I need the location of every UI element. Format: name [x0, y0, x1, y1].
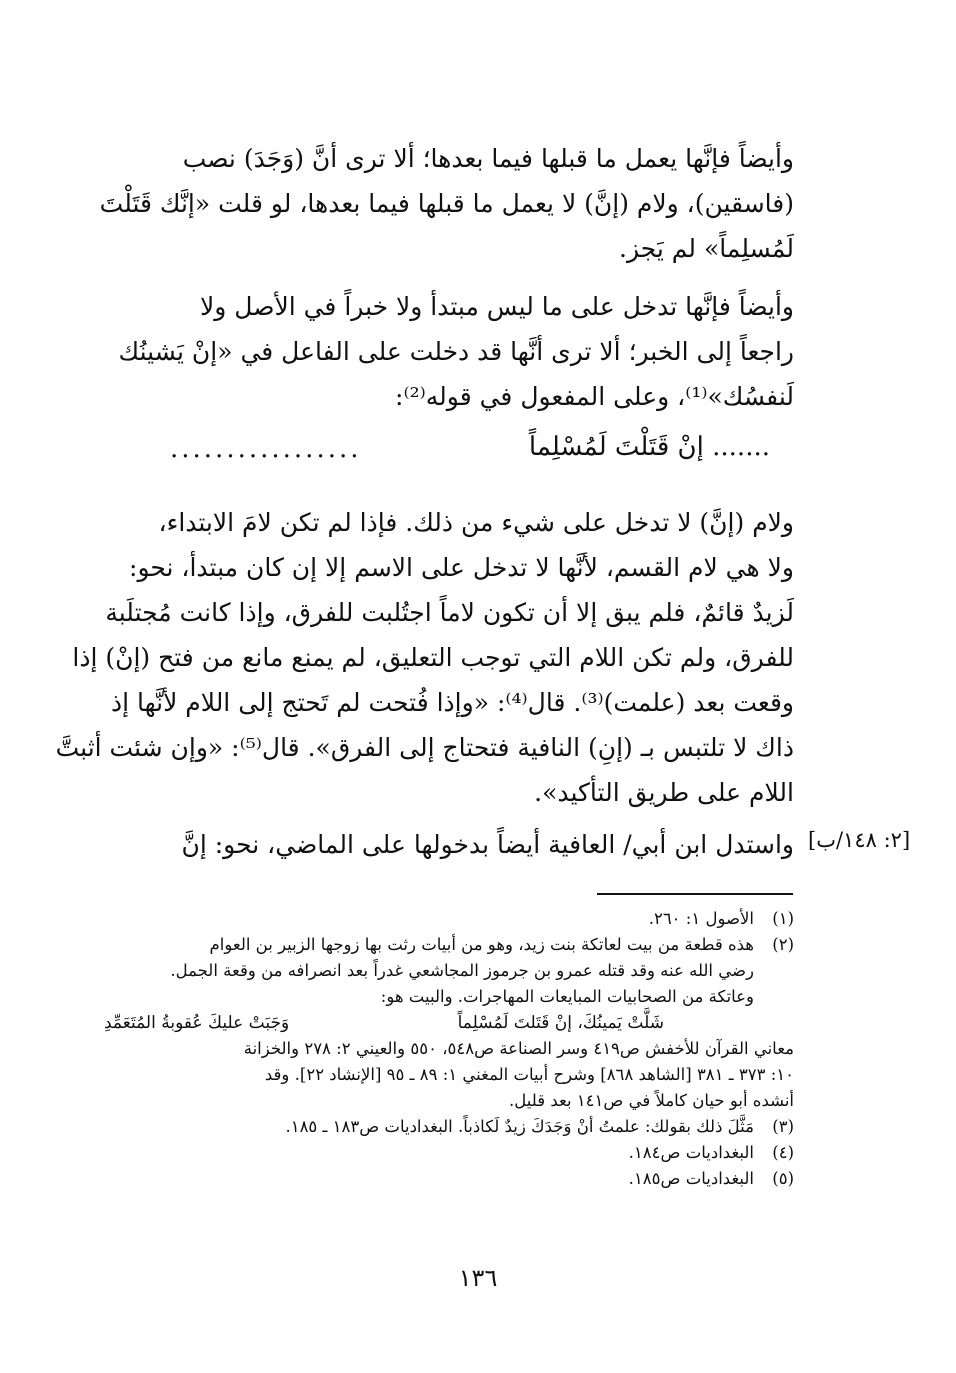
- paragraph-line: (فاسقين)، ولام (إنَّ) لا يعمل ما قبلها فيما بعدها، لو قلت «إنَّك قَتَلْتَ: [99, 189, 794, 218]
- paragraph-1: [92, 136, 794, 271]
- footnote-verse: [104, 1010, 714, 1036]
- paragraph-line: لَمُسلِماً» لم يَجز.: [619, 234, 794, 263]
- paragraph-line: واستدل ابن أبي/ العافية أيضاً بدخولها على الماضي، نحو: إنَّ: [181, 830, 794, 859]
- footnote-line: معاني القرآن للأخفش ص٤١٩ وسر الصناعة ص٥٤٨، ٥٥٠ والعيني ٢: ٢٧٨ والخزانة: [243, 1039, 794, 1058]
- paragraph-line: وأيضاً فإنَّها تدخل على ما ليس مبتدأ ولا خبراً في الأصل ولا: [200, 292, 794, 321]
- paragraph-line: ولام (إنَّ) لا تدخل على شيء من ذلك. فإذا لم تكن لامَ الابتداء،: [158, 508, 794, 537]
- footnote-5: [92, 1166, 794, 1192]
- verse-first-hemistich: شَلَّتْ يَمينُكَ، إنْ قَتَلتَ لَمُسْلِماً: [457, 1013, 664, 1033]
- verse-dots: .................: [170, 434, 362, 464]
- footnote-2-continued: [92, 1036, 794, 1114]
- footnote-line: الأصول ١: ٢٦٠.: [648, 909, 754, 928]
- verse-fragment: [170, 432, 770, 472]
- footnote-line: هذه قطعة من بيت لعاتكة بنت زيد، وهو من أبيات رثت بها زوجها الزبير بن العوام: [209, 935, 754, 954]
- paragraph-4: [92, 822, 794, 867]
- paragraph-line: لَنفسُك»⁽¹⁾، وعلى المفعول في قوله⁽²⁾:: [395, 382, 794, 411]
- footnote-line: ١٠: ٣٧٣ ـ ٣٨١ [الشاهد ٨٦٨] وشرح أبيات المغني ١: ٨٩ ـ ٩٥ [الإنشاد ٢٢]. وقد: [264, 1065, 794, 1084]
- footnote-line: أنشده أبو حيان كاملاً في ص١٤١ بعد قليل.: [509, 1091, 794, 1110]
- paragraph-line: وقعت بعد (علمت)⁽³⁾. قال⁽⁴⁾: «وإذا فُتحت لم تَحتج إلى اللام لأنَّها إذ: [110, 688, 794, 717]
- footnotes: [92, 906, 794, 1192]
- paragraph-line: لَزيدٌ قائمٌ، فلم يبق إلا أن تكون لاماً اجتُلبت للفرق، وإذا كانت مُجتلَبة: [105, 598, 794, 627]
- footnote-line: البغداديات ص١٨٤.: [628, 1143, 754, 1162]
- footnote-number: (٤): [772, 1143, 794, 1162]
- footnote-3: [92, 1114, 794, 1140]
- paragraph-line: ذاك لا تلتبس بـ (إنِ) النافية فتحتاج إلى الفرق». قال⁽⁵⁾: «وإن شئت أثبتَّ: [55, 733, 794, 762]
- footnote-2: [92, 932, 794, 1036]
- footnote-number: (٢): [772, 935, 794, 954]
- verse-text: ....... إنْ قَتَلْتَ لَمُسْلِماً: [528, 432, 770, 462]
- paragraph-2: [92, 284, 794, 419]
- verse-second-hemistich: وَجَبَتْ عليكَ عُقوبةُ المُتَعَمِّدِ: [104, 1013, 290, 1033]
- page-number: ١٣٦: [458, 1264, 498, 1292]
- footnote-line: رضي الله عنه وقد قتله عمرو بن جرموز المجاشعي غدراً بعد انصرافه من وقعة الجمل.: [170, 961, 754, 980]
- footnote-number: (٥): [772, 1169, 794, 1188]
- footnote-4: [92, 1140, 794, 1166]
- manuscript-folio-reference: [٢: ١٤٨/ب]: [808, 828, 911, 852]
- footnote-line: مَثَّلَ ذلك بقولك: علمتُ أنْ وَجَدَكَ زيدٌ لَكاذباً. البغداديات ص١٨٣ ـ ١٨٥.: [285, 1117, 754, 1136]
- paragraph-line: ولا هي لام القسم، لأنَّها لا تدخل على الاسم إلا إن كان مبتدأ، نحو:: [129, 553, 794, 582]
- paragraph-line: اللام على طريق التأكيد».: [534, 778, 794, 807]
- footnote-line: البغداديات ص١٨٥.: [628, 1169, 754, 1188]
- footnote-1: [92, 906, 794, 932]
- footnote-divider: [597, 893, 793, 895]
- footnote-line: وعاتكة من الصحابيات المبايعات المهاجرات. والبيت هو:: [380, 987, 754, 1006]
- paragraph-line: راجعاً إلى الخبر؛ ألا ترى أنَّها قد دخلت على الفاعل في «إنْ يَشينُك: [118, 337, 794, 366]
- footnote-number: (٣): [772, 1117, 794, 1136]
- footnote-number: (١): [772, 909, 794, 928]
- paragraph-3: [55, 500, 794, 815]
- paragraph-line: وأيضاً فإنَّها يعمل ما قبلها فيما بعدها؛ ألا ترى أنَّ (وَجَدَ) نصب: [182, 144, 794, 173]
- paragraph-line: للفرق، ولم تكن اللام التي توجب التعليق، لم يمنع مانع من فتح (إنْ) إذا: [72, 643, 794, 672]
